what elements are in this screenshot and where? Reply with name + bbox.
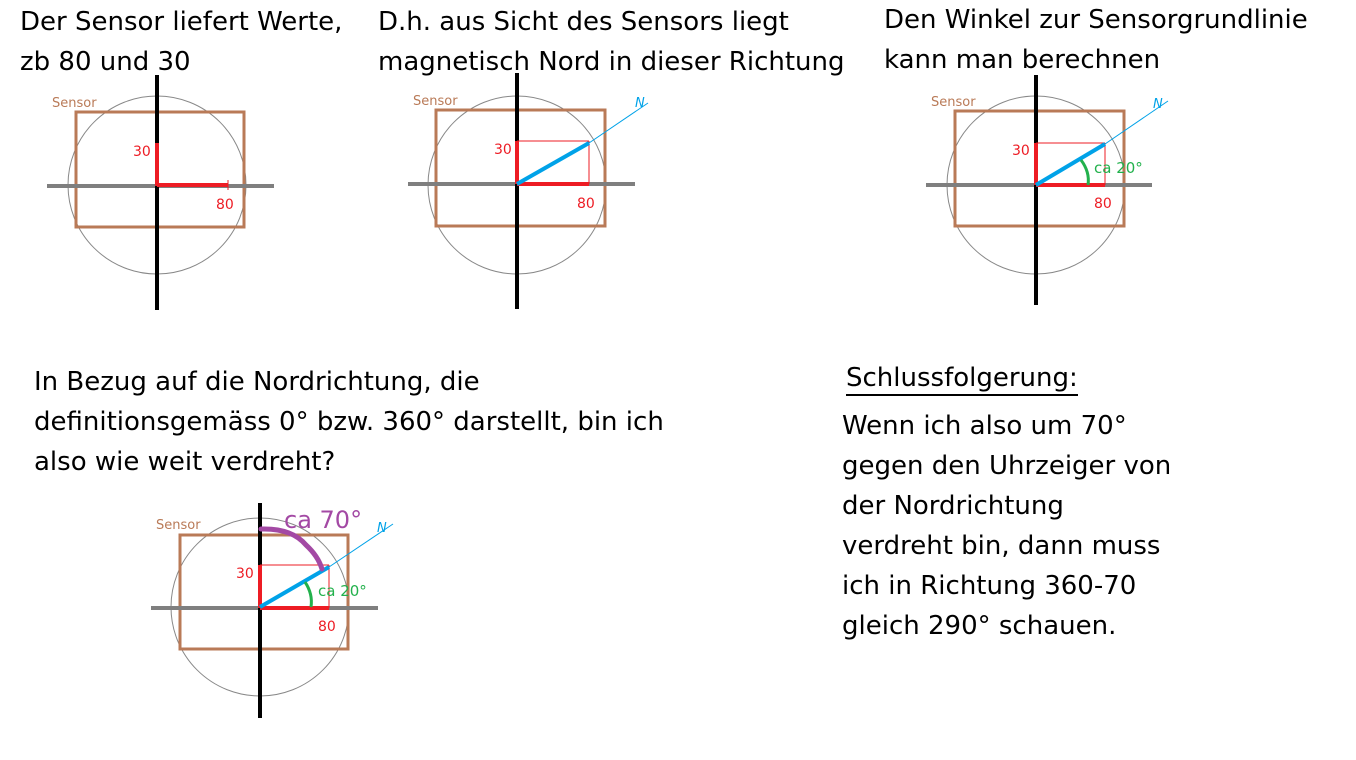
sensor-label: Sensor	[156, 518, 201, 533]
panel3-diagram	[926, 75, 1168, 305]
panel4-caption-line: definitionsgemäss 0° bzw. 360° darstellt, bin ich	[34, 407, 664, 437]
sensor-label: Sensor	[413, 94, 458, 109]
north-label: N	[635, 96, 645, 111]
x-value-label: 80	[216, 197, 234, 213]
panel2-caption-line: magnetisch Nord in dieser Richtung	[378, 47, 845, 77]
angle-label: ca 20°	[318, 582, 367, 600]
conclusion-line: gleich 290° schauen.	[842, 611, 1117, 641]
sensor-label: Sensor	[931, 95, 976, 110]
y-value-label: 30	[1012, 143, 1030, 159]
panel4-caption-line: In Bezug auf die Nordrichtung, die	[34, 367, 480, 397]
conclusion-heading: Schlussfolgerung:	[846, 362, 1078, 396]
panel3-caption-line: kann man berechnen	[884, 45, 1161, 75]
x-value-label: 80	[1094, 196, 1112, 212]
conclusion-line: der Nordrichtung	[842, 491, 1064, 521]
north-label: N	[377, 521, 387, 536]
sensor-label: Sensor	[52, 96, 97, 111]
x-value-label: 80	[577, 196, 595, 212]
y-value-label: 30	[494, 142, 512, 158]
y-value-label: 30	[133, 144, 151, 160]
y-value-label: 30	[236, 566, 254, 582]
panel4-diagram	[151, 503, 393, 718]
north-label: N	[1153, 97, 1163, 112]
panel3-caption-line: Den Winkel zur Sensorgrundlinie	[884, 5, 1308, 35]
big-angle-label: ca 70°	[284, 506, 363, 534]
panel1-diagram	[47, 75, 274, 310]
angle-arc	[305, 582, 311, 607]
conclusion-line: gegen den Uhrzeiger von	[842, 451, 1172, 481]
conclusion-line: verdreht bin, dann muss	[842, 531, 1161, 561]
panel1-caption-line: zb 80 und 30	[20, 47, 191, 77]
angle-label: ca 20°	[1094, 159, 1143, 177]
conclusion-line: Wenn ich also um 70°	[842, 411, 1127, 441]
x-value-label: 80	[318, 619, 336, 635]
conclusion-line: ich in Richtung 360-70	[842, 571, 1137, 601]
north-vector	[517, 143, 589, 184]
panel2-diagram	[408, 73, 648, 309]
panel1-caption-line: Der Sensor liefert Werte,	[20, 7, 343, 37]
panel2-caption-line: D.h. aus Sicht des Sensors liegt	[378, 7, 789, 37]
panel4-caption-line: also wie weit verdreht?	[34, 447, 336, 477]
angle-arc	[1081, 160, 1088, 185]
